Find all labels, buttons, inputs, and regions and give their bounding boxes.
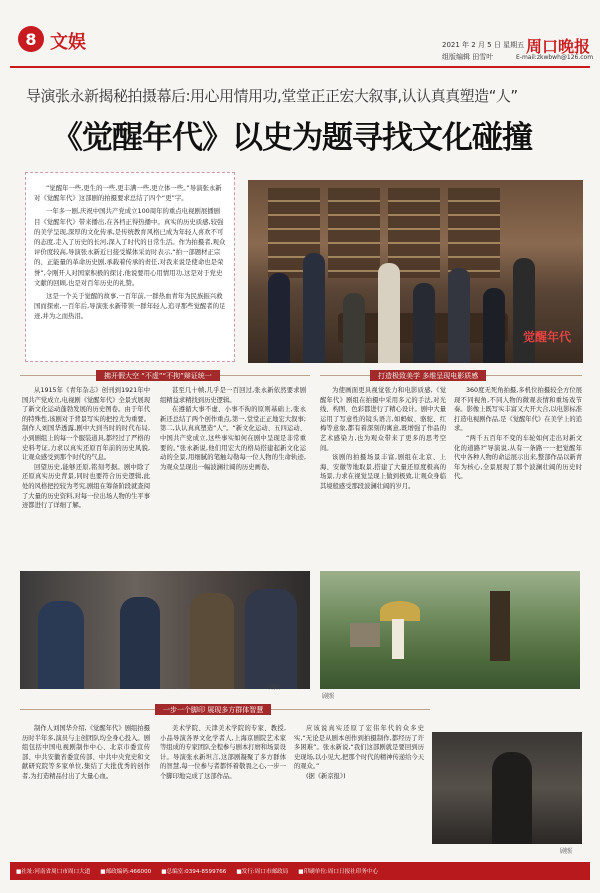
bookshelf-shape [328,188,380,278]
figure-shape [268,273,290,363]
body-paragraph: (据《新京报》) [306,772,346,780]
footer-item: ■印刷单位:周口日报社印务中心 [298,869,379,875]
body-paragraph: 该剧的拍摄场景丰富,剧组在北京、上海、安徽等地取景,搭建了大量还原度极高的场景,力求在视觉呈现上做到极致,让观众身临其境般感受那段波澜壮阔的岁月。 [320,454,446,490]
figure-shape [513,258,535,363]
still-photo-portrait [432,732,582,844]
still-photo-rural [320,571,580,689]
body-paragraph: 在遵循大事不虚、小事不拘的原则基础上,张永新还总结了两个创作重点,第一,堂堂正正地宏大叙事;第二,认认真真塑造“人”。“新文化运动、五四运动、中国共产党成立,这些事实如何在剧中呈现是非常重要的。”张永新说,他们用宏大的格局搭建起新文化运动的全景,用细腻的笔触勾勒每一位人物的生命轨迹,为观众呈现出一幅波澜壮阔的历史画卷。 [160,406,306,471]
section-bar-3: 一步一个脚印 展现多方群体智慧 [155,704,271,715]
section-title: 文娱 [50,32,86,53]
drama-title-overlay: 觉醒年代 [522,330,571,344]
intro-paragraph: 一年多一剧,庆祝中国共产党成立100周年的重点电视剧展播剧目《觉醒年代》带来播出,在各档正得热播中。真实的历史质感,较强的美学呈现,深厚的文化传承,是传统教育风格已成为年轻人喜欢不可的态度,走入了历史的长河,深入了时代的日常生活。作为拍摄者,观众评价度较高,导演张永新近日接受媒体采访时表示,“拍一部题材正宗的、正能量的革命历史剧,承载着传承的责任,对我来说是使命也是荣誉”,令刚开人对国家积极的探讨,他说要用心用情用功,这是对于党史文献的回顾,也是对百年历史的礼赞。 [34,207,226,287]
figure-shape [190,593,234,689]
photo-caption: 剧照 [560,848,573,855]
figure-shape [378,263,400,363]
body-paragraph: 360度无死角拍摄,多机位拍摄较全方位展现不同视角,不同人物的微观表情和重场戏节奏。影像上既写实丰富又大开大合,以电影标准打造电视剧作品,是《觉醒年代》在美学上的追求。 [454,387,582,433]
figure-shape [448,268,470,363]
body-paragraph: 回望历史,能够还原,铭刻考据。剧中除了还原真实历史背景,同时也要符合历史逻辑,此处的风格把控较为考究,剧组在筹备阶段就查阅了大量的历史资料,对每一位出场人物的生平事迹都进行了详细了解。 [22,463,150,510]
figure-shape [38,601,84,689]
footer-item: ■总编室:0394-8599766 [161,869,227,875]
body-paragraph: 甚至几十帧,几乎是一百回过,张永新依然要求剧组精益求精找到历史逻辑。 [160,387,306,404]
figure-shape [392,619,404,659]
text-column-3 [320,386,446,564]
page-header [10,12,594,68]
footer-item: ■社址:河南省周口市周口大道 [16,869,91,875]
page-footer [10,862,590,880]
photo-caption: 剧照 [268,684,281,691]
intro-box [25,172,235,362]
still-photo-officers [20,571,310,689]
intro-paragraph: 这是一个关于觉醒的故事,一百年前,一群热血青年为民族振兴救国而探索,一百年后,导演张永新带领一群年轻人,追寻那些觉醒者的足迹,并为之而热泪。 [34,292,226,321]
body-paragraph: 美术学院、天津美术学院的专家、教授,小品导演各界文化学者人,上海京剧院艺术家等组成的专家团队全程参与剧本打磨和场景设计。导演张永新坦言,这部剧凝聚了多方群体的智慧,每一位参与者都怀着敬畏之心,一步一个脚印地完成了这部作品。 [160,725,286,780]
intro-paragraph: “觉醒年一些,更生的一些,更丰满一些,更立体一些。”导演张永新对《觉醒年代》这部剧的拍摄要求总结了四个“更”字。 [34,184,222,203]
contact-email: E-mail:zkwbwh@126.com [516,54,594,61]
bookshelf-shape [448,188,500,278]
photo-caption: 剧照 [322,693,335,700]
text-column-4 [454,386,582,564]
page-number-badge: 8 [18,26,44,52]
figure-shape [492,752,532,844]
article-kicker: 导演张永新揭秘拍摄幕后:用心用情用功,堂堂正正宏大叙事,认认真真塑造“人” [26,87,518,105]
figure-shape [245,589,297,689]
figure-shape [343,293,365,363]
umbrella-shape [380,601,420,621]
body-paragraph: 为使画面更具视觉张力和电影质感,《觉醒年代》剧组在拍摄中采用多元的手法,对光线、构图、色彩都进行了精心设计。剧中大量运用了写意性的镜头语言,如蚂蚁、骆驼、红梅等意象,都有着深刻的寓意,既增强了作品的艺术感染力,也为观众带来了更多的思考空间。 [320,387,446,452]
text-column-7 [294,724,424,854]
main-still-photo [248,180,583,363]
section-bar-1: 拂开假大空 “不虚”“不拘”辩证统一 [96,370,220,381]
body-paragraph: 制作人刘国华介绍,《觉醒年代》剧组拍摄历时半年多,演员与主创团队均全身心投入。剧组包括中国电视剧制作中心、北京市委宣传部、中共安徽省委宣传部、中共中央党史和文献研究院等多家单位,集结了大批优秀的创作者,为打造精品付出了大量心血。 [22,725,150,780]
text-column-6 [160,724,286,854]
editor-credit: 组版编辑 田雪叶 [442,53,494,61]
figure-shape [483,288,505,363]
body-paragraph: 应该说真实还原了宏伟年代的众多史实,“无论是从剧本创作到拍摄制作,都经历了许多困难”。张永新说,“我们这部剧就是要回到历史现场,以小见大,把那个时代的精神传递给今天的观众。” [294,725,424,771]
text-column-1 [22,386,150,564]
article-title: 《觉醒年代》以史为题寻找文化碰撞 [52,120,532,156]
body-paragraph: “两千五百年不变的车轮如何走出对新文化的道路?”导演说,从有一条路一一把觉醒年代中各种人物的命运展示出来,整部作品以新青年为核心,全景展现了那个波澜壮阔的历史时代。 [454,434,582,481]
text-column-2 [160,386,306,564]
newspaper-logo: 周口晚报 [526,37,591,56]
body-paragraph: 从1915年《青年杂志》创刊到1921年中国共产党成立,电视剧《觉醒年代》全景式展现了新文化运动蓬勃发展的历史图卷。由于年代的特殊性,该剧对于背景写实的把控尤为重要。制作人刘国华透露,剧中大到当时的时代布局,小到剧组上的每一个服装道具,都经过了严格的史料考证,力求以真实还原百年前的历史风貌,让观众感受到那个时代的气息。 [22,387,150,462]
text-column-5 [22,724,150,854]
figure-shape [303,253,325,363]
issue-date: 2021 年 2 月 5 日 星期五 [442,41,525,49]
figure-shape [120,597,160,689]
hut-shape [350,623,380,647]
footer-item: ■发行:周口市邮政局 [236,869,289,875]
figure-shape [413,283,435,363]
footer-item: ■邮政编码:466000 [100,869,152,875]
header-divider [10,66,590,68]
section-bar-2: 打造极致美学 多维呈现电影质感 [370,370,486,381]
figure-shape [490,591,510,661]
